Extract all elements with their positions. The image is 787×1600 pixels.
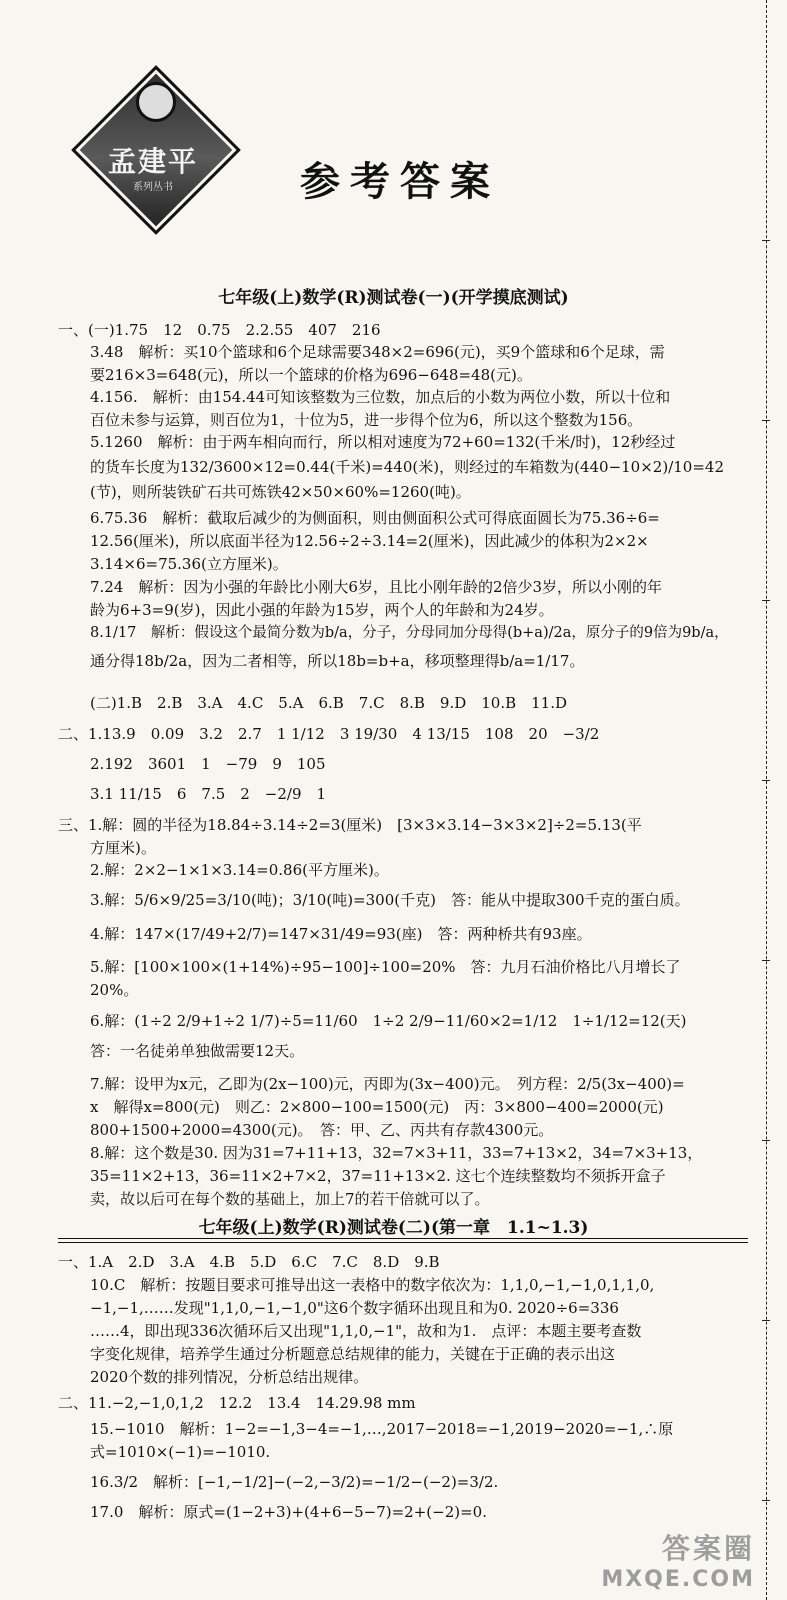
answer-line: 3.48 解析：买10个篮球和6个足球需要348×2=696(元)，买9个篮球和6个足球，需 — [90, 343, 665, 361]
answer-line: 4.解：147×(17/49+2/7)=147×31/49=93(座) 答：两种桥共有93座。 — [90, 925, 592, 943]
answer-line: 3.解：5/6×9/25=3/10(吨)；3/10(吨)=300(千克) 答：能从中提取300千克的蛋白质。 — [90, 891, 690, 909]
logo-seal-icon — [136, 82, 176, 122]
answer-line: 7.解：设甲为x元，乙即为(2x−100)元，丙即为(3x−400)元。 列方程：2/5(3x−400)= — [90, 1075, 685, 1093]
answer-line: 三、1.解：圆的半径为18.84÷3.14÷2=3(厘米) [3×3×3.14−3×3×2]÷2=5.13(平 — [58, 816, 642, 834]
section-rule-bottom — [58, 1242, 748, 1243]
watermark-url: MXQE.COM — [601, 1567, 755, 1592]
answer-line: (二)1.B 2.B 3.A 4.C 5.A 6.B 7.C 8.B 9.D 10.B 11.D — [90, 694, 568, 712]
answer-line: 2020个数的排列情况，分析总结出规律。 — [90, 1368, 369, 1386]
page-title: 参考答案 — [300, 158, 500, 205]
rail-tick — [762, 960, 770, 961]
rail-tick — [762, 420, 770, 421]
watermark-text: 答案圈 — [661, 1532, 755, 1565]
rail-tick — [762, 1140, 770, 1141]
answer-line: 式=1010×(−1)=−1010. — [90, 1443, 271, 1461]
answer-line: 16.3/2 解析：[−1,−1/2]−(−2,−3/2)=−1/2−(−2)=3/2. — [90, 1473, 499, 1491]
answer-line: 10.C 解析：按题目要求可推导出这一表格中的数字依次为：1,1,0,−1,−1,0,1,1,0, — [90, 1276, 655, 1294]
answer-line: 35=11×2+13，36=11×2+7×2，37=11+13×2. 这七个连续整数均不须拆开盒子 — [90, 1167, 666, 1185]
answer-line: 5.1260 解析：由于两车相向而行，所以相对速度为72+60=132(千米/时)，12秒经过 — [90, 433, 676, 451]
answer-line: 答：一名徒弟单独做需要12天。 — [90, 1042, 305, 1060]
answer-line: ……4，即出现336次循环后又出现"1,1,0,−1"，故和为1. 点评：本题主要考查数 — [90, 1322, 642, 1340]
answer-line: 3.1 11/15 6 7.5 2 −2/9 1 — [90, 785, 327, 803]
answer-line: 17.0 解析：原式=(1−2+3)+(4+6−5−7)=2+(−2)=0. — [90, 1503, 487, 1521]
brand-name: 孟建平 — [107, 145, 198, 178]
answer-line: 一、1.A 2.D 3.A 4.B 5.D 6.C 7.C 8.D 9.B — [58, 1253, 440, 1271]
answer-line: 12.56(厘米)，所以底面半径为12.56÷2÷3.14=2(厘米)，因此减少的体积为2×2× — [90, 532, 649, 550]
answer-line: 800+1500+2000=4300(元)。 答：甲、乙、丙共有存款4300元。 — [90, 1121, 554, 1139]
rail-tick — [762, 240, 770, 241]
answer-line: 3.14×6=75.36(立方厘米)。 — [90, 555, 288, 573]
answer-line: 4.156. 解析：由154.44可知该整数为三位数，加点后的小数为两位小数，所以十位和 — [90, 388, 671, 406]
brand-series: 系列丛书 — [133, 182, 173, 193]
answer-line: 百位未参与运算，则百位为1，十位为5，进一步得个位为6，所以这个整数为156。 — [90, 411, 643, 429]
watermark — [601, 1527, 755, 1592]
answer-line: 一、(一)1.75 12 0.75 2.2.55 407 216 — [58, 321, 381, 339]
answer-line: 要216×3=648(元)，所以一个篮球的价格为696−648=48(元)。 — [90, 366, 532, 384]
answer-line: 8.1/17 解析：假设这个最简分数为b/a，分子，分母同加分母得(b+a)/2a，原分子的9倍为9b/a， — [90, 625, 729, 641]
section-title: 七年级(上)数学(R)测试卷(一)(开学摸底测试) — [218, 288, 569, 308]
answer-line: 7.24 解析：因为小强的年龄比小刚大6岁，且比小刚年龄的2倍少3岁，所以小刚的年 — [90, 578, 663, 596]
answer-line: 的货车长度为132/3600×12=0.44(千米)=440(米)，则经过的车箱数为(440−10×2)/10=42 — [90, 458, 724, 476]
answer-line: 字变化规律，培养学生通过分析题意总结规律的能力，关键在于正确的表示出这 — [90, 1345, 616, 1363]
rail-tick — [762, 780, 770, 781]
answer-line: 15.−1010 解析：1−2=−1,3−4=−1,…,2017−2018=−1,2019−2020=−1,∴原 — [90, 1420, 674, 1438]
section-rule-top — [58, 1238, 748, 1239]
answer-line: 二、1.13.9 0.09 3.2 2.7 1 1/12 3 19/30 4 13/15 108 20 −3/2 — [58, 725, 600, 743]
answer-line: 龄为6+3=9(岁)，因此小强的年龄为15岁，两个人的年龄和为24岁。 — [90, 601, 554, 619]
rail-tick — [762, 1320, 770, 1321]
answer-line: 2.192 3601 1 −79 9 105 — [90, 755, 326, 773]
section-title: 七年级(上)数学(R)测试卷(二)(第一章 1.1~1.3) — [198, 1218, 589, 1238]
answer-line: 8.解：这个数是30. 因为31=7+11+13，32=7×3+11，33=7+13×2，34=7×3+13， — [90, 1144, 703, 1162]
answer-line: 方厘米)。 — [90, 839, 156, 857]
answer-line: 5.解：[100×100×(1+14%)÷95−100]÷100=20% 答：九月石油价格比八月增长了 — [90, 958, 681, 976]
answer-line: x 解得x=800(元) 则乙：2×800−100=1500(元) 丙：3×800−400=2000(元) — [90, 1098, 664, 1116]
rail-tick — [762, 1500, 770, 1501]
answer-line: 二、11.−2,−1,0,1,2 12.2 13.4 14.29.98 mm — [58, 1394, 416, 1412]
answer-line: 6.解：(1÷2 2/9+1÷2 1/7)÷5=11/60 1÷2 2/9−11/60×2=1/12 1÷1/12=12(天) — [90, 1012, 687, 1030]
answer-line: 卖，故以后可在每个数的基础上，加上7的若干倍就可以了。 — [90, 1190, 490, 1208]
answer-line: −1,−1,……发现"1,1,0,−1,−1,0"这6个数字循环出现且和为0. 2020÷6=336 — [90, 1299, 619, 1317]
brand-logo — [68, 62, 238, 232]
answer-line: (节)，则所装铁矿石共可炼铁42×50×60%=1260(吨)。 — [90, 483, 471, 501]
answer-line: 通分得18b/2a，因为二者相等，所以18b=b+a，移项整理得b/a=1/17。 — [90, 652, 585, 670]
answer-line: 2.解：2×2−1×1×3.14=0.86(平方厘米)。 — [90, 861, 389, 879]
answer-line: 6.75.36 解析：截取后减少的为侧面积，则由侧面积公式可得底面圆长为75.36÷6= — [90, 509, 660, 527]
rail-tick — [762, 600, 770, 601]
answer-line: 20%。 — [90, 981, 139, 999]
